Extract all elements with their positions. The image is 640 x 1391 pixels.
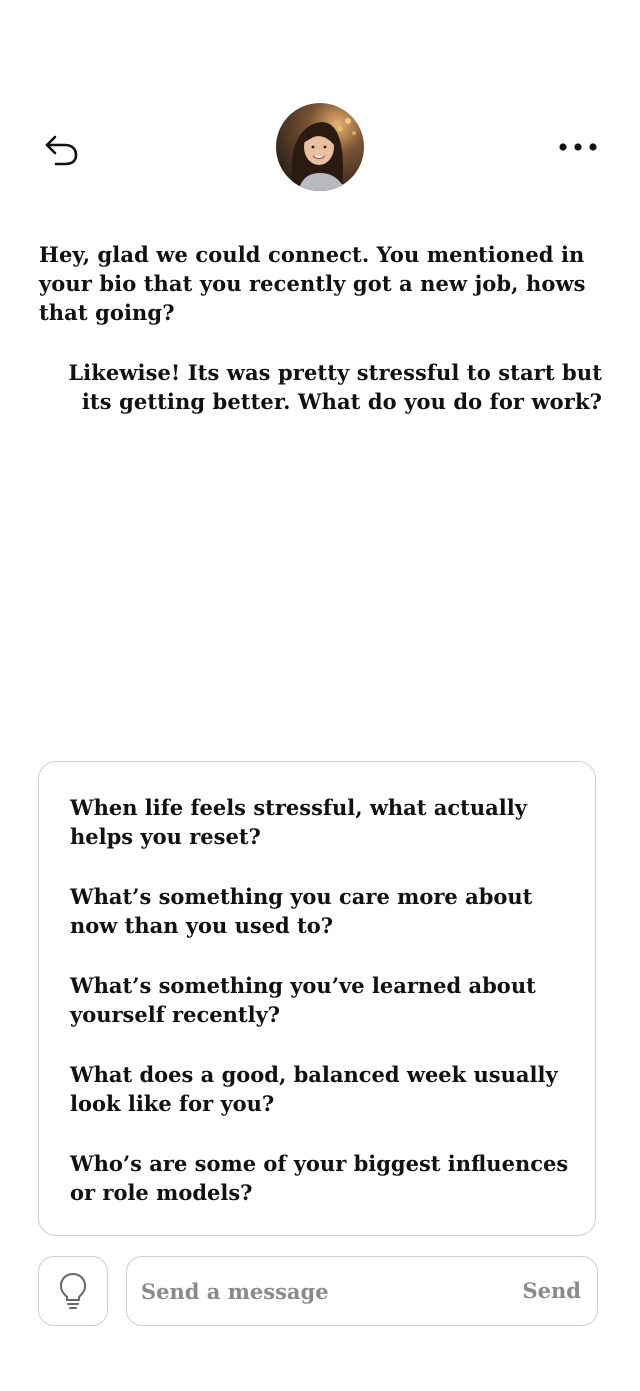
suggested-question[interactable]: Who’s are some of your biggest influences or role models? — [70, 1151, 569, 1205]
suggested-question[interactable]: What’s something you care more about now than you used to? — [70, 884, 533, 938]
sent-message: Likewise! Its was pretty stressful to start but its getting better. What do you do for work? — [68, 360, 602, 414]
message-composer — [126, 1256, 598, 1326]
avatar[interactable] — [276, 103, 364, 191]
suggested-questions-panel — [38, 761, 596, 1236]
undo-arrow-icon — [41, 129, 81, 169]
message-input[interactable] — [139, 1257, 503, 1325]
chat-header — [0, 100, 640, 196]
send-button[interactable]: Send — [522, 1277, 581, 1303]
suggested-question[interactable]: What does a good, balanced week usually look like for you? — [70, 1062, 558, 1116]
hint-button[interactable] — [38, 1256, 108, 1326]
profile-photo — [276, 103, 364, 191]
more-options-button[interactable] — [550, 132, 606, 162]
lightbulb-icon — [58, 1271, 88, 1311]
back-button[interactable] — [36, 126, 86, 172]
more-dots-icon — [558, 142, 598, 152]
suggested-question[interactable]: When life feels stressful, what actually helps you reset? — [70, 795, 527, 849]
suggested-question[interactable]: What’s something you’ve learned about yourself recently? — [70, 973, 536, 1027]
received-message: Hey, glad we could connect. You mentioned in your bio that you recently got a new job, hows that going? — [39, 242, 586, 325]
